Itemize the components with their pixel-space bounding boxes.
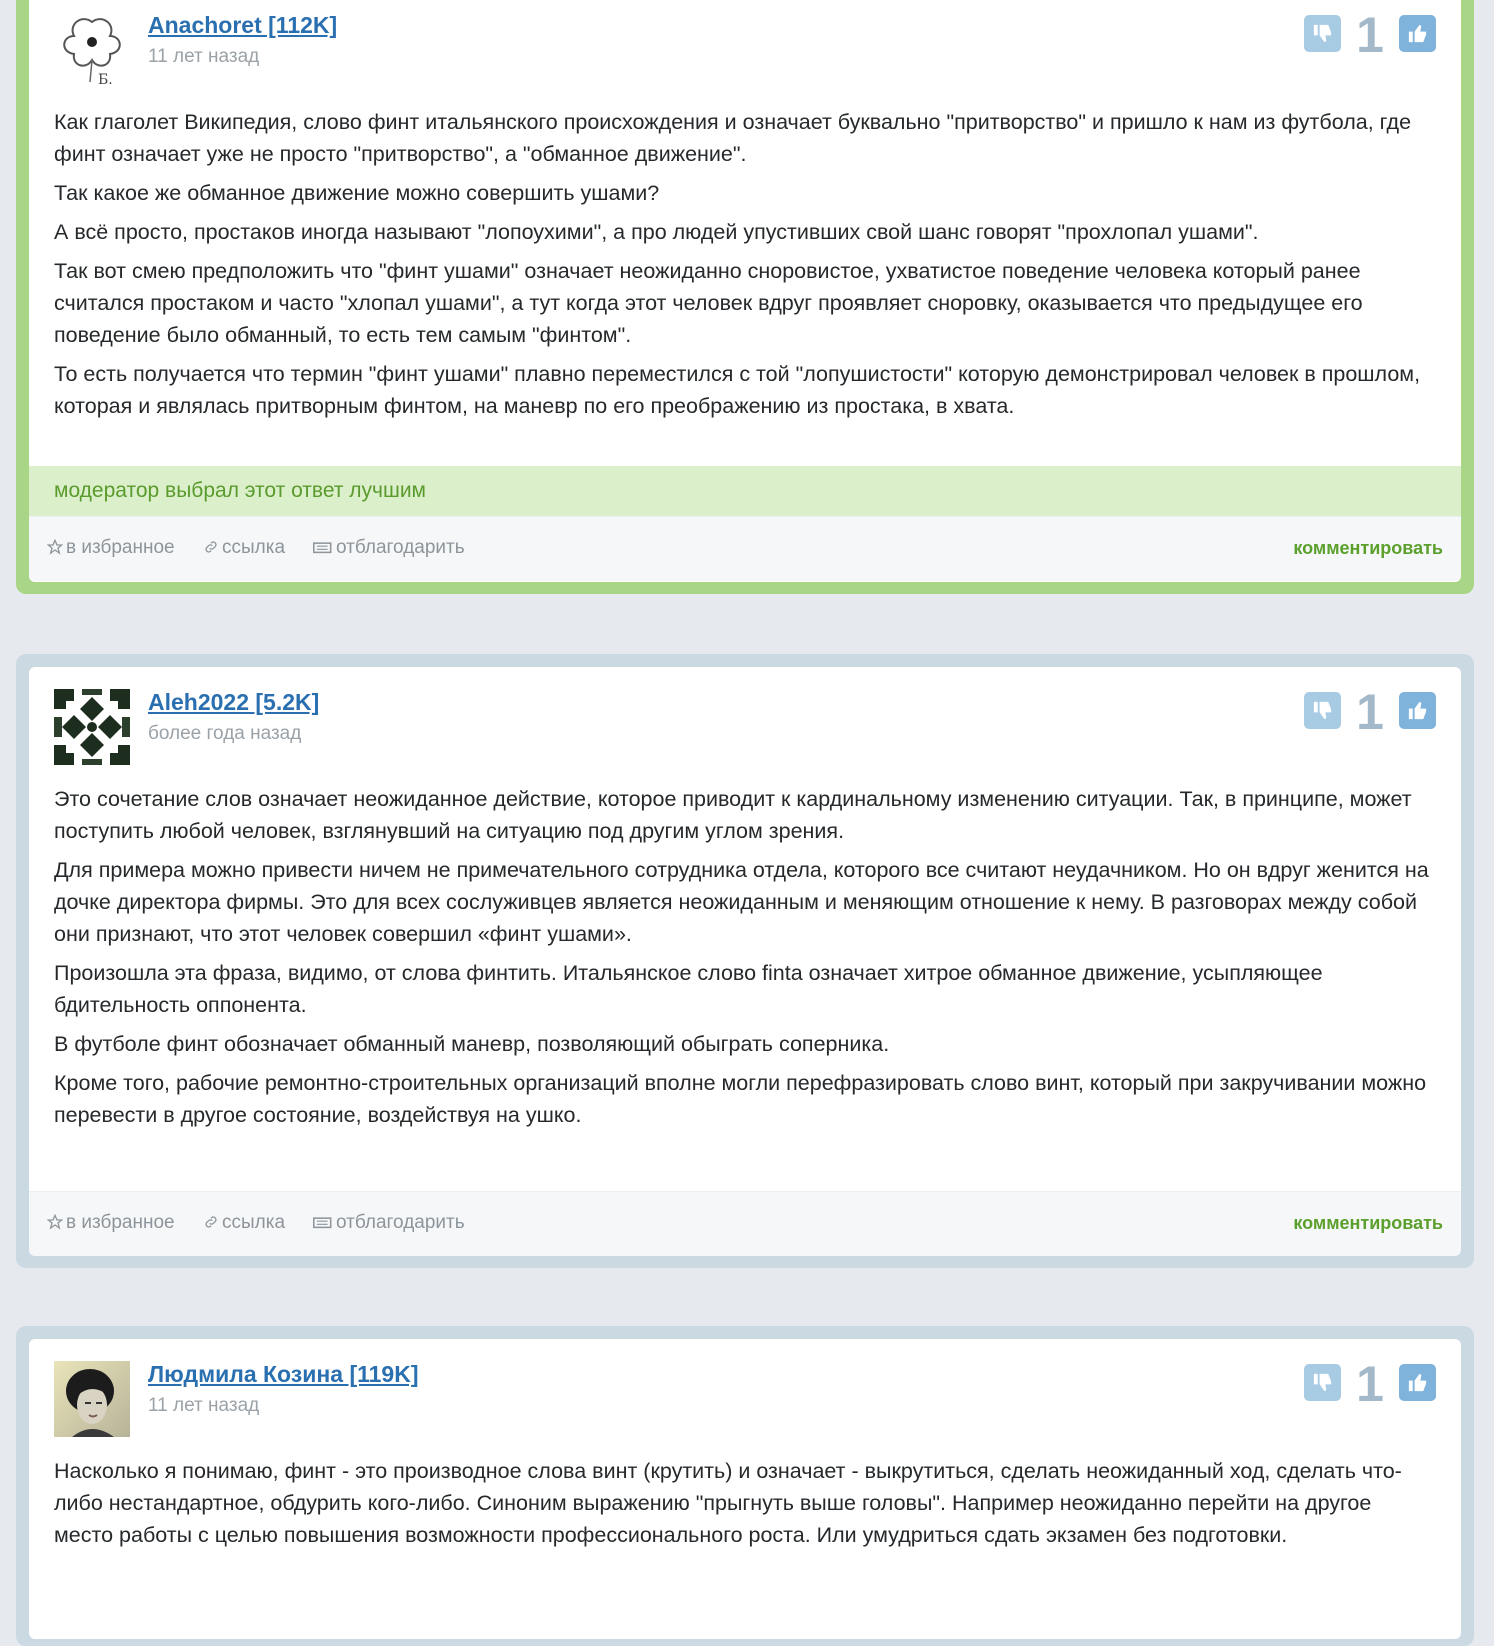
answer-footer <box>29 516 1461 581</box>
vote-up-button[interactable] <box>1399 1364 1436 1401</box>
answer-paragraph: Как глаголет Википедия, слово финт итальянского происхождения и означает буквально "притворство" и пришло к нам из футбола, где финт означает уже не просто "притворство", а "обманное движение". <box>54 110 1412 166</box>
answer-text <box>54 783 1433 1138</box>
answer-footer <box>29 1191 1461 1256</box>
star-icon <box>47 1214 63 1230</box>
money-icon <box>313 539 333 555</box>
comment-link[interactable]: комментировать <box>1293 1213 1443 1233</box>
answer-header <box>54 7 1436 92</box>
answer-paragraph: Кроме того, рабочие ремонтно-строительных организаций вполне могли перефразировать слово винт, который при закручивании можно перевести в другое состояние, воздействуя на ушко. <box>54 1071 1427 1127</box>
vote-count: 1 <box>1356 7 1384 63</box>
star-icon <box>47 539 63 555</box>
vote-count: 1 <box>1356 684 1384 740</box>
answer-paragraph: Для примера можно привести ничем не примечательного сотрудника отдела, которого все считают неудачником. Но он вдруг женится на дочке директора фирмы. Это для всех сослуживцев является неожиданным и меняющим отношение к нему. В разговорах между собой они признают, что этот человек совершил «финт ушами». <box>54 858 1429 946</box>
avatar[interactable] <box>54 1361 130 1437</box>
best-answer-banner: модератор выбрал этот ответ лучшим <box>29 466 1461 516</box>
answer-paragraph: Насколько я понимаю, финт - это производное слова винт (крутить) и означает - выкрутиться, сделать неожиданный ход, сделать что-либо нестандартное, обдурить кого-либо. Синоним выражению "прыгнуть выше головы". Например неожиданно перейти на другое место работы с целью повышения возможности профессионального роста. Или умудриться сдать экзамен без подготовки. <box>54 1459 1402 1547</box>
answer-card <box>16 1326 1474 1646</box>
answer-paragraph: Так вот смею предположить что "финт ушами" означает неожиданно сноровистое, ухватистое поведение человека который ранее считался простаком и часто "хлопал ушами", а тут когда этот человек вдруг проявляет сноровку, оказывается что предыдущее его поведение было обманный, то есть тем самым "финтом". <box>54 259 1363 347</box>
link-icon <box>203 539 219 555</box>
thumbs-down-icon <box>1311 1371 1334 1394</box>
favorite-link[interactable]: в избранное <box>47 1212 175 1234</box>
answer-time: более года назад <box>148 723 302 744</box>
answer-content <box>29 0 1461 582</box>
thumbs-up-icon <box>1406 1371 1429 1394</box>
vote-up-button[interactable] <box>1399 15 1436 52</box>
vote-up-button[interactable] <box>1399 692 1436 729</box>
money-icon <box>313 1214 333 1230</box>
svg-text:Б.: Б. <box>98 72 113 88</box>
avatar[interactable] <box>54 689 130 765</box>
permalink-link[interactable]: ссылка <box>203 1212 285 1234</box>
link-icon <box>203 1214 219 1230</box>
answer-card <box>16 654 1474 1268</box>
answer-paragraph: Произошла эта фраза, видимо, от слова финтить. Итальянское слово finta означает хитрое обманное движение, усыпляющее бдительность оппонента. <box>54 961 1323 1017</box>
vote-widget <box>1304 684 1436 740</box>
answer-paragraph: Так какое же обманное движение можно совершить ушами? <box>54 181 660 205</box>
vote-down-button[interactable] <box>1304 692 1341 729</box>
answer-content <box>29 667 1461 1255</box>
answer-text <box>54 106 1433 429</box>
vote-count: 1 <box>1356 1356 1384 1412</box>
answer-time: 11 лет назад <box>148 46 260 67</box>
answer-paragraph: А всё просто, простаков иногда называют "лопоухими", а про людей упустивших свой шанс говорят "прохлопал ушами". <box>54 220 1259 244</box>
answer-paragraph: В футболе финт обозначает обманный маневр, позволяющий обыграть соперника. <box>54 1032 890 1056</box>
answer-header <box>54 684 1436 769</box>
vote-widget <box>1304 7 1436 63</box>
answer-text <box>54 1455 1433 1558</box>
thank-link[interactable]: отблагодарить <box>313 1212 465 1234</box>
thumbs-up-icon <box>1406 22 1429 45</box>
answer-card-best <box>16 0 1474 594</box>
author-name-link[interactable]: Aleh2022 [5.2K] <box>148 689 320 715</box>
answer-content <box>29 1339 1461 1639</box>
avatar[interactable] <box>54 12 130 88</box>
thumbs-up-icon <box>1406 699 1429 722</box>
thumbs-down-icon <box>1311 22 1334 45</box>
vote-widget <box>1304 1356 1436 1412</box>
author-name-link[interactable]: Людмила Козина [119K] <box>148 1361 419 1387</box>
favorite-link[interactable]: в избранное <box>47 537 175 559</box>
answer-paragraph: То есть получается что термин "финт ушами" плавно переместился с той "лопушистости" которую демонстрировал человек в прошлом, которая и являлась притворным финтом, на маневр по его преображению из простака, в хвата. <box>54 362 1421 418</box>
comment-link[interactable]: комментировать <box>1293 538 1443 558</box>
author-name-link[interactable]: Anachoret [112K] <box>148 12 338 38</box>
thumbs-down-icon <box>1311 699 1334 722</box>
thank-link[interactable]: отблагодарить <box>313 537 465 559</box>
permalink-link[interactable]: ссылка <box>203 537 285 559</box>
vote-down-button[interactable] <box>1304 1364 1341 1401</box>
answer-paragraph: Это сочетание слов означает неожиданное действие, которое приводит к кардинальному изменению ситуации. Так, в принципе, может поступить любой человек, взглянувший на ситуацию под другим углом зрения. <box>54 787 1412 843</box>
answer-header <box>54 1356 1436 1441</box>
vote-down-button[interactable] <box>1304 15 1341 52</box>
answer-time: 11 лет назад <box>148 1395 260 1416</box>
